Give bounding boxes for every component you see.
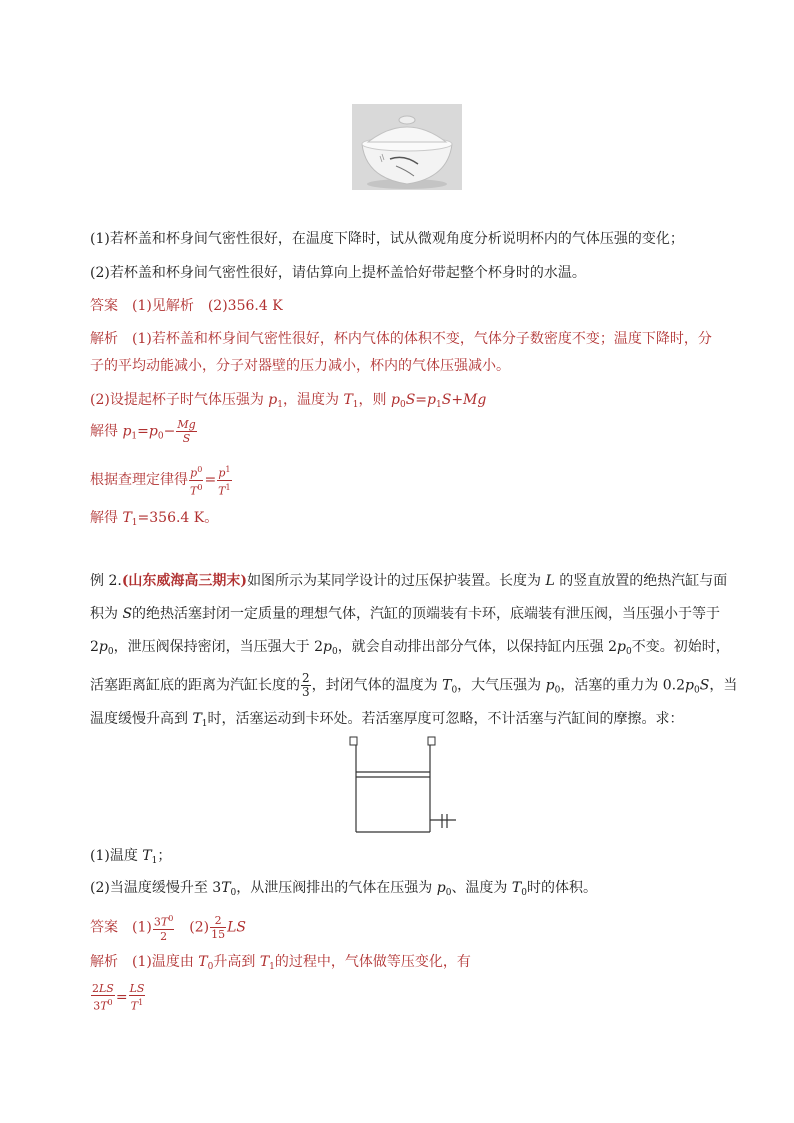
answer-part1: (1)见解析 bbox=[132, 298, 194, 314]
q1-sub1: (1)若杯盖和杯身间气密性很好，在温度下降时，试从微观角度分析说明杯内的气体压强的变化； bbox=[90, 231, 684, 247]
answer-label: 答案 bbox=[90, 298, 118, 314]
q2-text: ，大气压强为 bbox=[457, 677, 542, 694]
analysis-text: (1)温度由 bbox=[132, 954, 194, 970]
q2-line1: 例 2.(山东威海高三期末)如图所示为某同学设计的过压保护装置。长度为 L 的竖直放置的绝热汽缸与面 bbox=[90, 573, 728, 589]
analysis-text: ，则 bbox=[358, 392, 387, 408]
q2-text: ，当 bbox=[709, 677, 738, 694]
top-right-stop-ring bbox=[428, 737, 435, 745]
analysis-text: 升高到 bbox=[213, 954, 256, 970]
tea-bowl-image bbox=[352, 104, 462, 190]
q2-line2: 积为 S的绝热活塞封闭一定质量的理想气体，汽缸的顶端装有卡环，底端装有泄压阀，当压强小于等于 bbox=[90, 606, 721, 622]
example-source: (山东威海高三期末) bbox=[121, 573, 248, 589]
tea-bowl-photo bbox=[352, 104, 462, 190]
solve-label: 解得 bbox=[90, 423, 118, 440]
q1-answer bbox=[90, 297, 283, 315]
q2-text: ，就会自动排出部分气体，以保持缸内压强 bbox=[337, 639, 604, 655]
charles-text: 根据查理定律得 bbox=[90, 472, 188, 489]
cylinder-diagram bbox=[348, 734, 460, 836]
q2-text: 不变。初始时， bbox=[631, 639, 730, 655]
analysis-label: 解析 bbox=[90, 331, 118, 347]
q2-sub1-text: (1)温度 bbox=[90, 848, 138, 864]
q1-charles-line: 根据查理定律得 $\frac{p^0}{T^0}$ = $\frac{p^1}{T^1}$ bbox=[90, 465, 231, 498]
q2-text: ，从泄压阀排出的气体在压强为 bbox=[236, 880, 433, 896]
q2-equation: $\frac{2LS}{3T^0}$ = $\frac{LS}{T^1}$ bbox=[92, 982, 145, 1013]
analysis-text: 的过程中，气体做等压变化，有 bbox=[274, 954, 471, 970]
q2-sub2: (2)当温度缓慢升至 $3T_0$，从泄压阀排出的气体在压强为 $p_0$、温度为 $T_0$时的体积。 bbox=[90, 880, 597, 898]
result-label: 解得 bbox=[90, 510, 118, 526]
example-label: 例 2. bbox=[90, 573, 122, 589]
q2-line4: 活塞距离缸底的距离为汽缸长度的 $\frac{2}{3}$ ，封闭气体的温度为 $T_0$，大气压强为 $p_0$，活塞的重力为 $0.2p_0S$，当 bbox=[90, 671, 738, 699]
q2-text: 如图所示为某同学设计的过压保护装置。长度为 bbox=[247, 573, 542, 589]
q1-result-line: 解得 $T_1=356.4$ K。 bbox=[90, 510, 219, 528]
analysis-label: 解析 bbox=[90, 954, 118, 970]
q2-line5: 温度缓慢升高到 $T_1$时，活塞运动到卡环处。若活塞厚度可忽略，不计活塞与汽缸间的摩擦。求： bbox=[90, 711, 684, 729]
answer-label: 答案 bbox=[90, 919, 118, 936]
top-left-stop-ring bbox=[350, 737, 357, 745]
q2-text: ，泄压阀保持密闭，当压强大于 bbox=[113, 639, 310, 655]
q1-analysis-line3: (2)设提起杯子时气体压强为 $p_1$，温度为 $T_1$，则 $p_0S=p_1S+Mg$ bbox=[90, 392, 487, 410]
q2-text: 积为 bbox=[90, 606, 118, 622]
q1-sub2: (2)若杯盖和杯身间气密性很好，请估算向上提杯盖恰好带起整个杯身时的水温。 bbox=[90, 265, 586, 281]
q2-text: 的竖直放置的绝热汽缸与面 bbox=[559, 573, 728, 589]
q2-text: 温度缓慢升高到 bbox=[90, 711, 188, 727]
q2-text: 时，活塞运动到卡环处。若活塞厚度可忽略，不计活塞与汽缸间的摩擦。求： bbox=[207, 711, 684, 727]
q2-sub1: (1)温度 $T_1$； bbox=[90, 848, 172, 866]
q2-text: ，活塞的重力为 0.2 bbox=[560, 677, 686, 694]
q2-text: 、温度为 bbox=[451, 880, 508, 896]
q2-text: 的绝热活塞封闭一定质量的理想气体，汽缸的顶端装有卡环，底端装有泄压阀，当压强小于等于 bbox=[132, 606, 721, 622]
analysis-text: ，温度为 bbox=[283, 392, 339, 408]
q2-text: 时的体积。 bbox=[526, 880, 597, 896]
q2-line3: $2p_0$，泄压阀保持密闭，当压强大于 $2p_0$，就会自动排出部分气体，以保持缸内压强 $2p_0$不变。初始时， bbox=[90, 639, 730, 657]
q1-analysis-line2: 子的平均动能减小，分子对器壁的压力减小，杯内的气体压强减小。 bbox=[90, 358, 510, 374]
answer-part2: (2)356.4 K bbox=[207, 298, 283, 314]
q2-text: ，封闭气体的温度为 bbox=[311, 677, 438, 694]
analysis-text: (1)若杯盖和杯身间气密性很好，杯内气体的体积不变，气体分子数密度不变；温度下降时，分 bbox=[132, 331, 712, 347]
q2-text: 活塞距离缸底的距离为汽缸长度的 bbox=[90, 677, 300, 694]
analysis-text: (2)设提起杯子时气体压强为 bbox=[90, 392, 264, 408]
q2-answer: 答案 (1) $\frac{3T^0}{2}$ (2) $\frac{2}{15}$ LS bbox=[90, 913, 247, 943]
q2-analysis: 解析 (1)温度由 $T_0$升高到 $T_1$的过程中，气体做等压变化，有 bbox=[90, 954, 471, 972]
result-value: =356.4 K。 bbox=[137, 510, 219, 526]
q1-analysis-line1 bbox=[90, 330, 712, 348]
q2-text: (2)当温度缓慢升至 3 bbox=[90, 880, 222, 896]
q1-solve-line: 解得 $p_1=p_0-$ $\frac{Mg}{S}$ bbox=[90, 418, 196, 445]
